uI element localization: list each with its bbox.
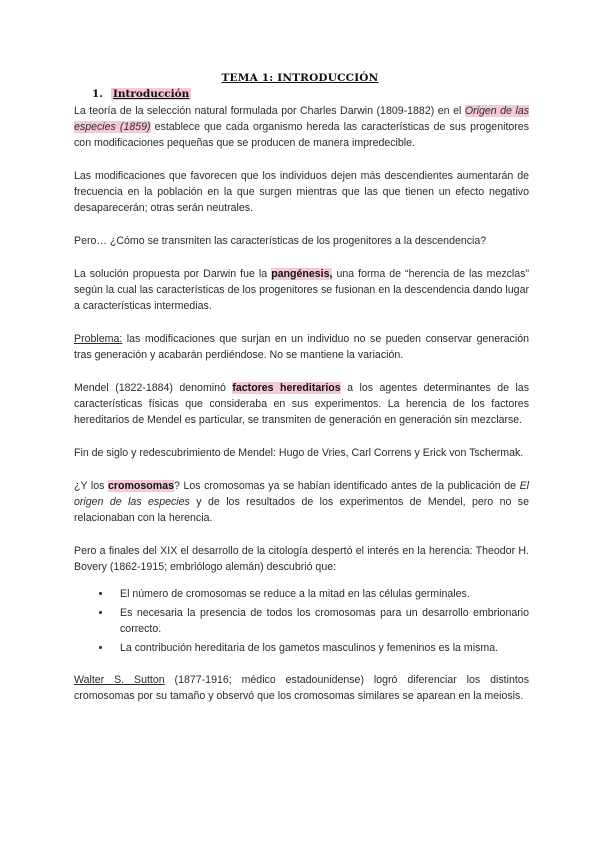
- bovery-findings-list: [74, 586, 529, 656]
- document-body: [74, 103, 529, 721]
- paragraph-darwin: La teoría de la selección natural formulada por Charles Darwin (1809-1882) en el Origen de las especies (1859) establece que cada organismo hereda las características de sus progenitores con modificaciones pequeñas que se producen de manera impredecible.: [74, 105, 530, 149]
- term-factores-hereditarios: factores hereditarios: [232, 382, 341, 394]
- paragraph-modificaciones: Las modificaciones que favorecen que los individuos dejen más descendientes aumentarán de frecuencia en la población en la que surgen mientras que las que tienen un efecto negativo desaparecerán; otras serán neutrales.: [74, 170, 529, 214]
- term-pangenesis: pangénesis,: [271, 268, 333, 280]
- paragraph-problema: Problema: las modificaciones que surjan en un individuo no se pueden conservar generación tras generación y acabarán perdiéndose. No se mantiene la variación.: [74, 333, 529, 361]
- paragraph-redescubrimiento: Fin de siglo y redescubrimiento de Mendel: Hugo de Vries, Carl Correns y Erick von Tschermak.: [74, 447, 524, 459]
- section-number: 1.: [92, 88, 103, 100]
- paragraph-mendel: Mendel (1822-1884) denominó factores hereditarios a los agentes determinantes de las características físicas que consideraba en sus experimentos. La herencia de los factores hereditarios de Mendel es particular, se transmiten de generación en generación sin mezclarse.: [74, 382, 529, 426]
- title-origen: El origen de las especies: [74, 480, 529, 508]
- document-title: TEMA 1: INTRODUCCIÓN: [221, 72, 379, 84]
- section-label: Introducción: [112, 88, 190, 100]
- term-cromosomas: cromosomas: [108, 480, 174, 492]
- paragraph-pregunta: Pero… ¿Cómo se transmiten las características de los progenitores a la descendencia?: [74, 235, 487, 247]
- list-item: • La contribución hereditaria de los gametos masculinos y femeninos es la misma.: [112, 640, 529, 656]
- highlight-origen: Origen de las especies (1859): [74, 105, 530, 133]
- label-problema: Problema:: [74, 333, 123, 345]
- name-sutton: Walter S. Sutton: [74, 674, 165, 686]
- paragraph-sutton: Walter S. Sutton (1877-1916; médico estadounidense) logró diferenciar los distintos cromosomas por su tamaño y observó que los cromosomas similares se aparean en la meiosis.: [74, 674, 529, 702]
- paragraph-pangenesis: La solución propuesta por Darwin fue la pangénesis, una forma de “herencia de las mezclas” según la cual las características de los progenitores se fusionan en la descendencia dando lugar a características intermedias.: [74, 268, 529, 312]
- paragraph-cromosomas: ¿Y los cromosomas? Los cromosomas ya se habían identificado antes de la publicación de El origen de las especies y de los resultados de los experimentos de Mendel, pero no se relacionaban con la herencia.: [74, 480, 529, 524]
- list-item: • El número de cromosomas se reduce a la mitad en las células germinales.: [112, 586, 529, 602]
- paragraph-citologia: Pero a finales del XIX el desarrollo de la citología despertó el interés en la herencia: Theodor H. Bovery (1862-1915; embriólogo alemán) descubrió que:: [74, 545, 529, 573]
- section-heading: [92, 88, 191, 100]
- list-item: • Es necesaria la presencia de todos los cromosomas para un desarrollo embrionario correcto.: [112, 605, 529, 637]
